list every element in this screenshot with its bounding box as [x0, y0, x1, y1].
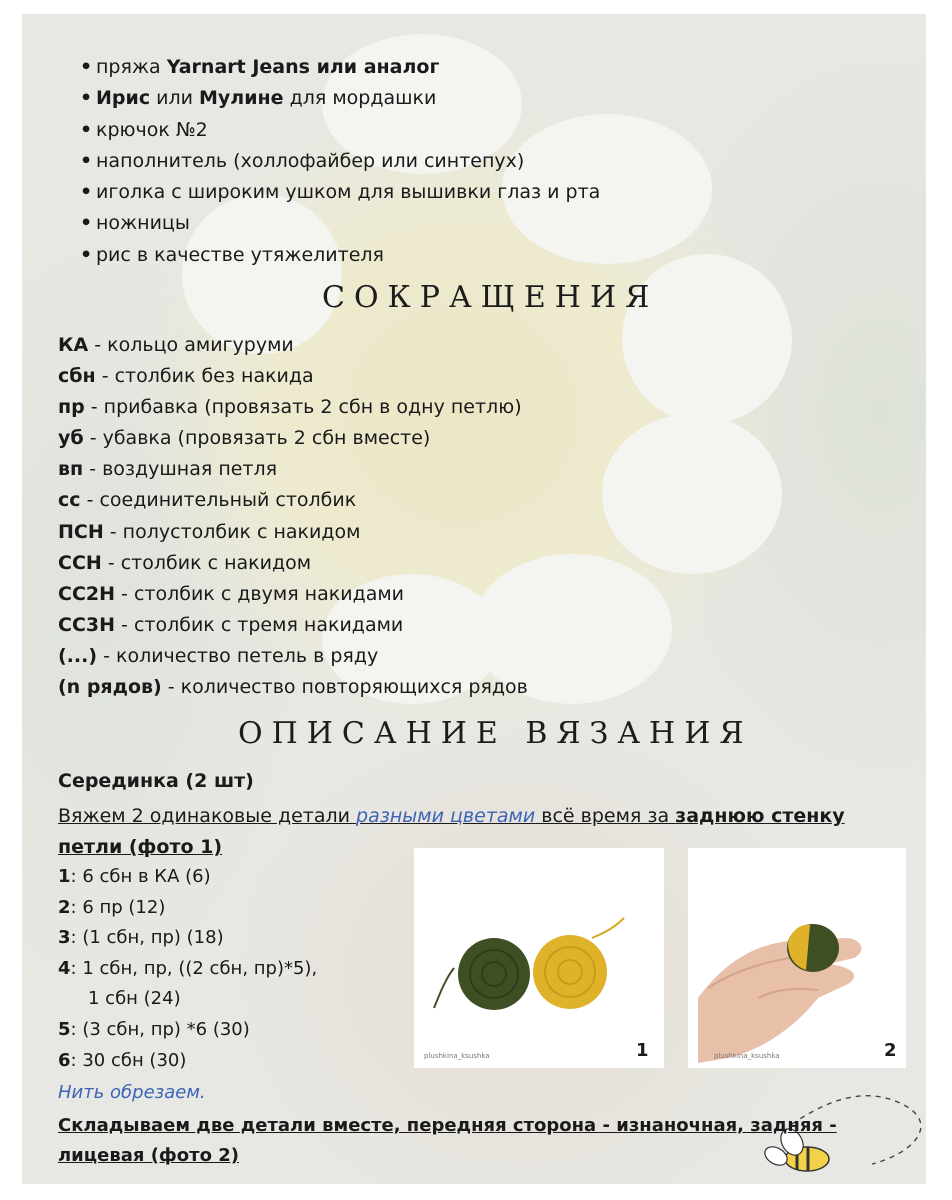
list-item: СС2Н - столбик с двумя накидами	[58, 582, 405, 605]
description-heading: ОПИСАНИЕ ВЯЗАНИЯ	[238, 716, 753, 751]
materials-list	[80, 52, 600, 271]
bg-petal	[602, 414, 782, 574]
section-intro: Вяжем 2 одинаковые детали разными цветами всё время за заднюю стенку петли (фото 1)	[58, 805, 845, 858]
list-item: 2: 6 пр (12)	[58, 896, 166, 918]
fold-instruction: Складываем две детали вместе, передняя сторона - изнаночная, задняя - лицевая (фото 2)	[58, 1115, 837, 1166]
list-item: • пряжа Yarnart Jeans или аналог	[80, 52, 600, 83]
abbreviations-heading: СОКРАЩЕНИЯ	[322, 280, 659, 315]
abbreviations-list	[58, 330, 528, 703]
list-item: 4: 1 сбн, пр, ((2 сбн, пр)*5),	[58, 957, 318, 979]
list-item: (...) - количество петель в ряду	[58, 644, 379, 667]
list-item: 1: 6 сбн в КА (6)	[58, 866, 211, 887]
list-item: ПСН - полустолбик с накидом	[58, 520, 361, 543]
section-title: Серединка (2 шт)	[58, 770, 254, 792]
list-item: • ножницы	[80, 208, 600, 239]
list-item: • рис в качестве утяжелителя	[80, 240, 600, 271]
list-item: уб - убавка (провязать 2 сбн вместе)	[58, 427, 431, 450]
photo-number: 1	[636, 1040, 649, 1061]
list-item: 3: (1 сбн, пр) (18)	[58, 927, 224, 949]
list-item: пр - прибавка (провязать 2 сбн в одну петлю)	[58, 396, 522, 419]
list-item: 6: 30 сбн (30)	[58, 1049, 187, 1071]
list-item: КА - кольцо амигуруми	[58, 334, 294, 356]
list-item: сс - соединительный столбик	[58, 489, 357, 512]
cut-thread-note: Нить обрезаем.	[58, 1082, 206, 1103]
list-item: • иголка с широким ушком для вышивки глаз и рта	[80, 177, 600, 208]
photo-number: 2	[884, 1040, 897, 1061]
photo-watermark: plushkina_ksushka	[714, 1052, 780, 1060]
list-item: (n рядов) - количество повторяющихся рядов	[58, 676, 528, 699]
yarn-circles-image	[414, 848, 664, 1068]
list-item: 1 сбн (24)	[88, 988, 181, 1010]
list-item: • наполнитель (холлофайбер или синтепух)	[80, 146, 600, 177]
list-item: вп - воздушная петля	[58, 458, 278, 481]
list-item: • крючок №2	[80, 115, 600, 146]
list-item: СС3Н - столбик с тремя накидами	[58, 613, 404, 636]
photo-watermark: plushkina_ksushka	[424, 1052, 490, 1060]
pattern-page	[22, 14, 926, 1184]
rows-list	[58, 862, 317, 1076]
list-item: • Ирис или Мулине для мордашки	[80, 83, 600, 114]
list-item: ССН - столбик с накидом	[58, 551, 312, 574]
photo-2	[688, 848, 906, 1068]
list-item: 5: (3 сбн, пр) *6 (30)	[58, 1018, 250, 1040]
list-item: сбн - столбик без накида	[58, 365, 314, 388]
photo-1	[414, 848, 664, 1068]
hand-holding-yarn-image	[688, 848, 906, 1068]
